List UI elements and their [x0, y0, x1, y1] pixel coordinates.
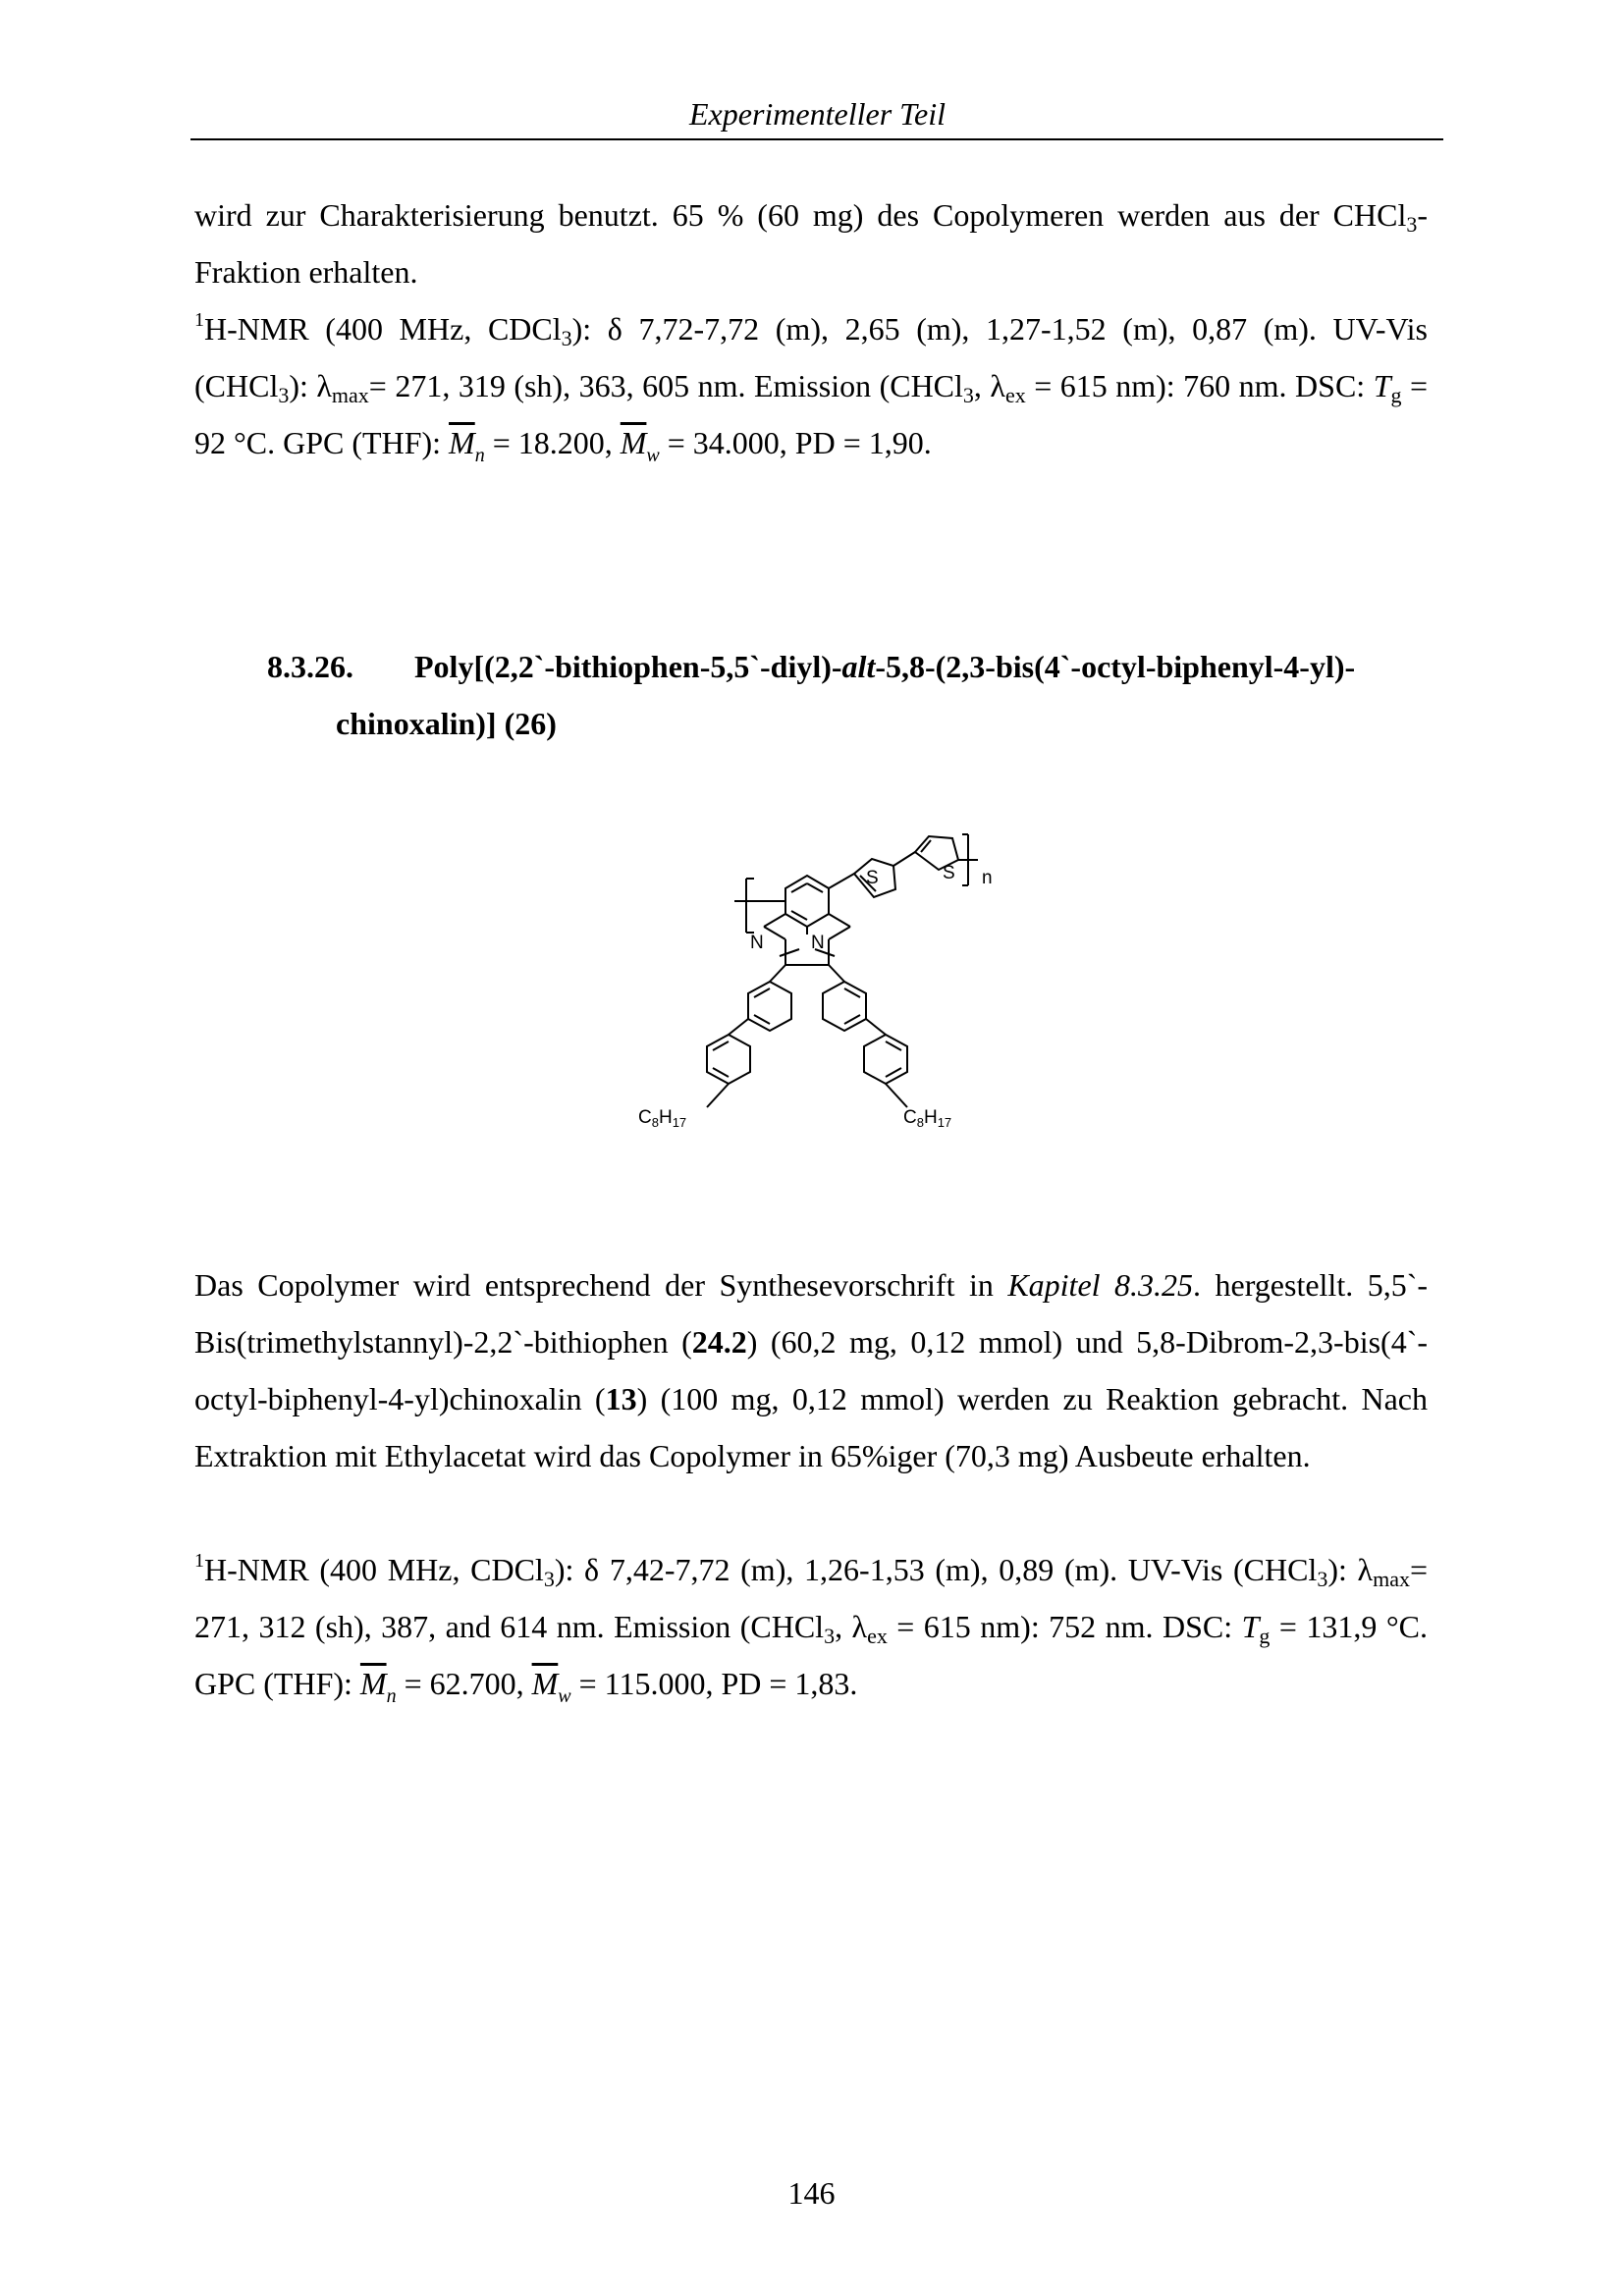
bond [893, 852, 915, 866]
subscript: ex [867, 1624, 888, 1648]
symbol-mw: $\overline{M}$ [531, 1666, 559, 1701]
subscript: w [646, 445, 660, 466]
text-run: Poly[(2,2`-bithiophen-5,5`-diyl)- [414, 649, 842, 684]
text-run: = 615 nm): 760 nm. DSC: [1025, 368, 1374, 403]
alkyl-c-sub: 8 [651, 1115, 659, 1130]
text-run: -5,8-(2,3-bis(4`-octyl-biphenyl-4-yl)- [875, 649, 1356, 684]
subscript: n [474, 445, 485, 466]
fraction-text [194, 187, 1428, 300]
bond [764, 927, 785, 939]
bond [770, 965, 785, 982]
text-run: = 271, 312 (sh), 387, and 614 nm. Emission (CHCl [194, 1552, 1429, 1644]
structure-drawing [589, 825, 1041, 1198]
bond [866, 1019, 886, 1035]
heading-line-2: chinoxalin)] (26) [336, 706, 557, 741]
text-run: = 18.200, [484, 425, 621, 460]
atom-label-n: N [811, 933, 825, 953]
text-run: = 271, 319 (sh), 363, 605 nm. Emission (CHCl [368, 368, 963, 403]
bond [729, 1019, 748, 1035]
bond [829, 965, 844, 982]
subscript: g [1259, 1624, 1271, 1648]
chemical-structure [589, 825, 1041, 1198]
bond-inner [791, 883, 807, 892]
repeat-index: n [982, 868, 993, 888]
text-run: ): δ 7,72-7,72 (m), 2,65 (m), 1,27-1,52 (m), 0,87 (m). UV-Vis (CHCl [194, 311, 1429, 403]
subscript: 3 [543, 1567, 555, 1591]
subscript: n [386, 1685, 397, 1707]
bond [829, 927, 850, 939]
bond [829, 914, 850, 927]
text-run: ): λ [1327, 1552, 1374, 1587]
text-run: = 615 nm): 752 nm. DSC: [887, 1609, 1242, 1644]
text-run: -Fraktion erhalten. [194, 197, 1428, 290]
subscript: g [1390, 383, 1402, 407]
alkyl-c: C [903, 1107, 917, 1128]
section-number: 8.3.26. [267, 649, 353, 684]
text-run: = 62.700, [396, 1666, 532, 1701]
text-run: = 131,9 °C. GPC (THF): [194, 1609, 1429, 1701]
subscript: 3 [824, 1624, 836, 1648]
chapter-reference: Kapitel 8.3.25 [1007, 1267, 1194, 1303]
subscript: max [331, 383, 369, 407]
superscript: 1 [194, 1550, 204, 1572]
paragraph-nmr-1 [194, 300, 1428, 471]
subscript: ex [1004, 383, 1026, 407]
paragraph-synthesis [194, 1256, 1428, 1484]
alkyl-h-sub: 17 [937, 1115, 952, 1130]
text-run: ): λ [289, 368, 332, 403]
bond [886, 1084, 907, 1107]
subscript: 3 [1317, 1567, 1328, 1591]
subscript: 3 [561, 326, 572, 350]
heading-line-1 [267, 638, 1426, 695]
bond-inner [921, 840, 931, 852]
paragraph-nmr-2 [194, 1541, 1428, 1712]
bond [829, 874, 854, 888]
alkyl-h: H [658, 1107, 673, 1128]
text-run: , λ [835, 1609, 868, 1644]
header-rule [190, 138, 1443, 140]
atom-label-n: N [750, 933, 764, 953]
nmr-text [194, 1541, 1428, 1712]
subscript: 3 [278, 383, 290, 407]
text-run: H-NMR (400 MHz, CDCl [204, 1552, 544, 1587]
text-run: ) (100 mg, 0,12 mmol) werden zu Reaktion gebracht. Nach Extraktion mit Ethylacetat wird das Copolymer in 65%iger (70,3 mg) Ausbeute erhalten. [194, 1381, 1429, 1473]
text-run-italic: alt [841, 649, 876, 684]
alkyl-c-sub: 8 [916, 1115, 924, 1130]
text-run: ): δ 7,42-7,72 (m), 1,26-1,53 (m), 0,89 (m). UV-Vis (CHCl [554, 1552, 1318, 1587]
compound-number: 24.2 [691, 1324, 747, 1360]
compound-number: 13 [605, 1381, 637, 1416]
paragraph-fraction [194, 187, 1428, 300]
atom-label-s: S [943, 863, 955, 883]
symbol-mn: $\overline{M}$ [449, 425, 475, 460]
synthesis-text [194, 1256, 1428, 1484]
symbol-tg: T [1241, 1609, 1260, 1644]
subscript: w [558, 1685, 571, 1707]
subscript: 3 [962, 383, 974, 407]
text-run: ) (60,2 mg, 0,12 mmol) und 5,8-Dibrom-2,3-bis(4`-octyl-biphenyl-4-yl)chinoxalin ( [194, 1324, 1428, 1416]
bond-inner [807, 883, 823, 892]
alkyl-h: H [923, 1107, 938, 1128]
page-number: 146 [787, 2175, 836, 2211]
bond [707, 1084, 729, 1107]
atom-label-s: S [866, 868, 879, 888]
alkyl-label-left [638, 1107, 686, 1130]
alkyl-h-sub: 17 [672, 1115, 687, 1130]
pyrazine-ring [780, 949, 799, 956]
text-run: Das Copolymer wird entsprechend der Synthesevorschrift in [194, 1267, 1008, 1303]
text-run: , λ [973, 368, 1005, 403]
alkyl-label-right [903, 1107, 951, 1130]
alkyl-c: C [638, 1107, 652, 1128]
superscript: 1 [194, 309, 204, 331]
text-run: = 115.000, PD = 1,83. [570, 1666, 858, 1701]
symbol-mn: $\overline{M}$ [359, 1666, 387, 1701]
nmr-text [194, 300, 1428, 471]
text-run: H-NMR (400 MHz, CDCl [204, 311, 562, 347]
section-heading [267, 638, 1426, 752]
running-header: Experimenteller Teil [689, 96, 946, 132]
text-run: = 34.000, PD = 1,90. [659, 425, 932, 460]
subscript: 3 [1406, 212, 1418, 237]
bond [764, 914, 785, 927]
symbol-tg: T [1373, 368, 1391, 403]
text-run: wird zur Charakterisierung benutzt. 65 % (60 mg) des Copolymeren werden aus der CHCl [194, 197, 1407, 233]
subscript: max [1373, 1567, 1410, 1591]
symbol-mw: $\overline{M}$ [620, 425, 647, 460]
text-run: . hergestellt. 5,5`-Bis(trimethylstannyl)-2,2`-bithiophen ( [194, 1267, 1428, 1360]
text-run: = 92 °C. GPC (THF): [194, 368, 1429, 460]
